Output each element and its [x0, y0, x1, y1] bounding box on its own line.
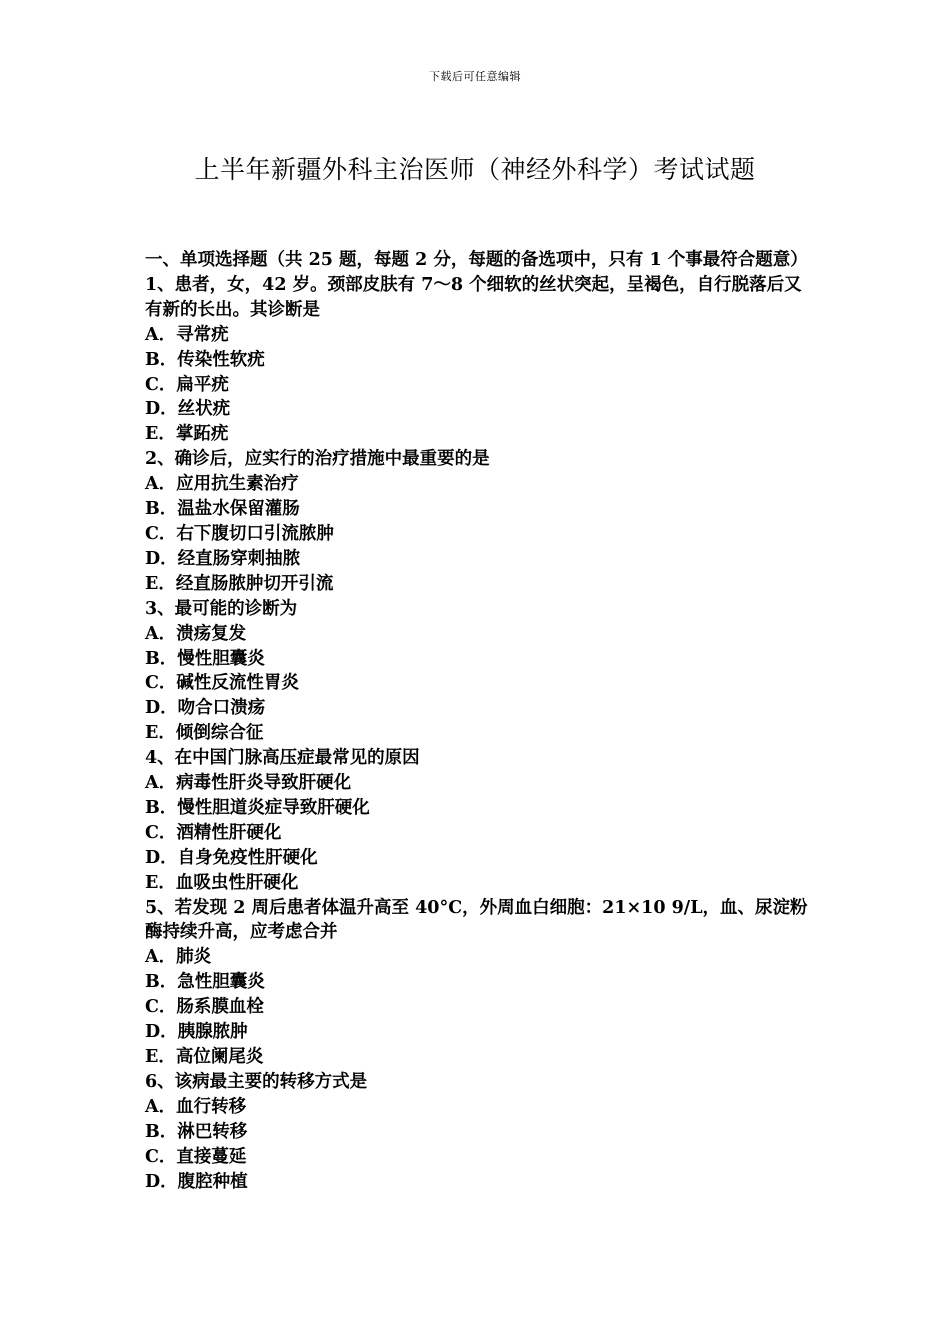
option-b: B．淋巴转移	[145, 1121, 248, 1142]
option-d: D．吻合口溃疡	[145, 698, 266, 719]
question-6	[145, 1070, 810, 1195]
question-text: 6、该病最主要的转移方式是	[145, 1071, 368, 1092]
question-2	[145, 447, 810, 596]
question-text: 1、患者，女，42 岁。颈部皮肤有 7～8 个细软的丝状突起，呈褐色，自行脱落后又有新的长出。其诊断是	[145, 274, 802, 320]
option-e: E．掌跖疣	[145, 424, 229, 445]
question-1	[145, 273, 810, 447]
question-text: 2、确诊后，应实行的治疗措施中最重要的是	[145, 449, 490, 470]
option-e: E．倾倒综合征	[145, 723, 264, 744]
option-b: B．慢性胆囊炎	[145, 648, 265, 669]
option-a: A．寻常疣	[145, 324, 229, 345]
option-a: A．血行转移	[145, 1096, 247, 1117]
question-text: 3、最可能的诊断为	[145, 598, 298, 619]
option-d: D．丝状疣	[145, 399, 231, 420]
option-d: D．胰腺脓肿	[145, 1022, 248, 1043]
option-e: E．血吸虫性肝硬化	[145, 872, 299, 893]
question-text: 5、若发现 2 周后患者体温升高至 40°C，外周血白细胞：21×10 9/L，血、尿淀粉酶持续升高，应考虑合并	[145, 897, 808, 943]
option-a: A．病毒性肝炎导致肝硬化	[145, 773, 352, 794]
question-text: 4、在中国门脉高压症最常见的原因	[145, 748, 420, 769]
option-d: D．腹腔种植	[145, 1171, 248, 1192]
document-title: 上半年新疆外科主治医师（神经外科学）考试试题	[194, 155, 756, 184]
option-e: E．高位阑尾炎	[145, 1047, 264, 1067]
question-5	[145, 896, 810, 1070]
option-c: C．直接蔓延	[145, 1146, 247, 1167]
option-a: A．应用抗生素治疗	[145, 474, 299, 495]
section-heading: 一、单项选择题（共 25 题，每题 2 分，每题的备选项中，只有 1 个事最符合题意）	[145, 250, 808, 270]
exam-content	[145, 248, 810, 1194]
option-b: B．传染性软疣	[145, 349, 265, 370]
option-c: C．扁平疣	[145, 374, 229, 395]
option-b: B．急性胆囊炎	[145, 972, 265, 993]
question-3	[145, 597, 810, 746]
option-d: D．经直肠穿刺抽脓	[145, 548, 301, 569]
page-header-note: 下载后可任意编辑	[429, 70, 521, 83]
option-c: C．碱性反流性胃炎	[145, 673, 299, 694]
option-a: A．溃疡复发	[145, 623, 247, 644]
option-b: B．慢性胆道炎症导致肝硬化	[145, 797, 370, 818]
option-b: B．温盐水保留灌肠	[145, 499, 300, 520]
option-a: A．肺炎	[145, 947, 212, 968]
option-e: E．经直肠脓肿切开引流	[145, 573, 334, 594]
option-c: C．酒精性肝硬化	[145, 822, 282, 843]
question-4	[145, 746, 810, 895]
option-d: D．自身免疫性肝硬化	[145, 847, 318, 868]
option-c: C．右下腹切口引流脓肿	[145, 523, 334, 544]
option-c: C．肠系膜血栓	[145, 997, 264, 1018]
